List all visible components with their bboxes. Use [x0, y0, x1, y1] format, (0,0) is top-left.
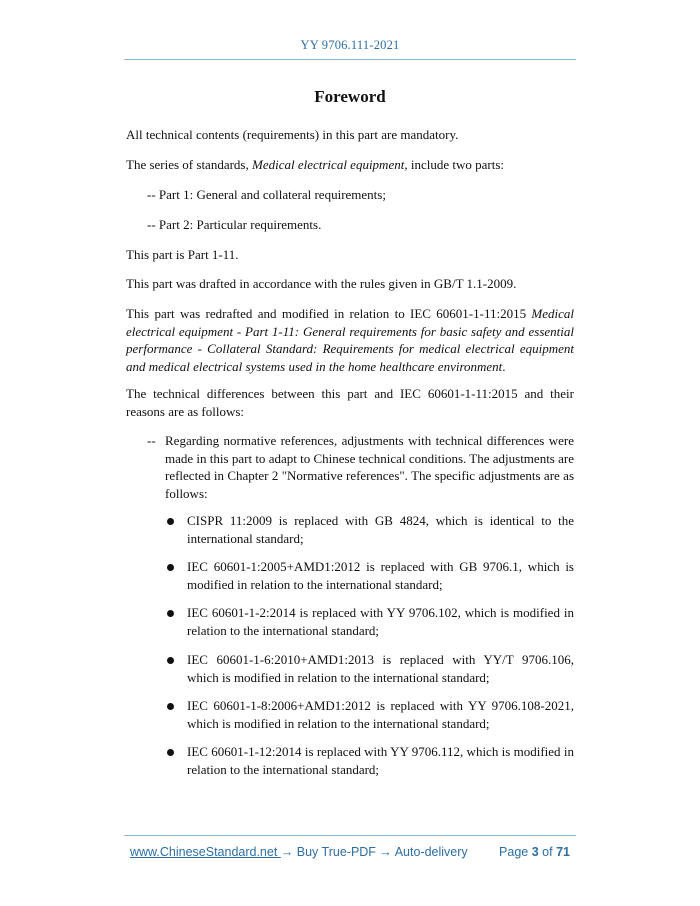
bullet-dot-icon — [167, 703, 174, 710]
difference-list-item — [147, 432, 574, 502]
bullet-text: IEC 60601-1-2:2014 is replaced with YY 9706.102, which is modified in relation to the international standard; — [187, 605, 574, 638]
bullet-dot-icon — [167, 610, 174, 617]
bullet-dot-icon — [167, 749, 174, 756]
paragraph-technical-differences: The technical differences between this part and IEC 60601-1-11:2015 and their reasons are as follows: — [126, 386, 574, 419]
footer-links — [130, 845, 468, 859]
bullet-text: IEC 60601-1-12:2014 is replaced with YY 9706.112, which is modified in relation to the international standard; — [187, 744, 574, 777]
series-text-pre: The series of standards, — [126, 157, 252, 172]
page-of: of — [542, 845, 553, 859]
bullet-item — [167, 697, 574, 732]
bullet-item — [167, 558, 574, 593]
part-1-item: -- Part 1: General and collateral requirements; — [147, 187, 386, 202]
series-text-post: , include two parts: — [404, 157, 504, 172]
page-total: 71 — [556, 845, 570, 859]
paragraph-part-number: This part is Part 1-11. — [126, 247, 239, 262]
page-title: Foreword — [314, 87, 386, 106]
paragraph-mandatory: All technical contents (requirements) in this part are mandatory. — [126, 127, 459, 142]
bullet-dot-icon — [167, 657, 174, 664]
iec-title-emphasis: Medical electrical equipment - Part 1-11: General requirements for basic safety and essential performance - Collateral Standard: Requirements for medical electrical equipment and medical electrical systems used in the home healthcare environment — [126, 306, 574, 374]
footer-tagline: → Buy True-PDF → Auto-delivery — [280, 845, 468, 859]
bullet-item — [167, 651, 574, 686]
page-indicator — [499, 845, 570, 859]
bullet-item — [167, 604, 574, 639]
paragraph-drafting-rules: This part was drafted in accordance with the rules given in GB/T 1.1-2009. — [126, 276, 517, 291]
header-divider — [124, 59, 576, 60]
bullet-dot-icon — [167, 518, 174, 525]
bullet-item — [167, 512, 574, 547]
page-current: 3 — [531, 845, 539, 859]
page-label: Page — [499, 845, 529, 859]
paragraph-redrafted — [126, 305, 574, 375]
bullet-text: IEC 60601-1-6:2010+AMD1:2013 is replaced with YY/T 9706.106, which is modified in relation to the international standard; — [187, 652, 574, 685]
paragraph-series — [126, 156, 574, 174]
bullet-text: IEC 60601-1-8:2006+AMD1:2012 is replaced with YY 9706.108-2021, which is modified in relation to the international standard; — [187, 698, 574, 731]
bullet-dot-icon — [167, 564, 174, 571]
bullet-text: CISPR 11:2009 is replaced with GB 4824, which is identical to the international standard; — [187, 513, 574, 546]
footer-divider — [124, 835, 576, 836]
bullet-text: IEC 60601-1:2005+AMD1:2012 is replaced with GB 9706.1, which is modified in relation to the international standard; — [187, 559, 574, 592]
page-footer — [130, 845, 570, 861]
redrafted-text-pre: This part was redrafted and modified in relation to IEC 60601-1-11:2015 — [126, 306, 532, 321]
chinesestandard-link[interactable]: www.ChineseStandard.net — [130, 845, 281, 859]
bullet-item — [167, 743, 574, 778]
series-title-emphasis: Medical electrical equipment — [252, 157, 405, 172]
part-2-item: -- Part 2: Particular requirements. — [147, 217, 322, 232]
dash-marker: -- — [147, 433, 156, 448]
difference-text: Regarding normative references, adjustments with technical differences were made in this part to adapt to Chinese technical conditions. The adjustments are reflected in Chapter 2 "Normative references". The specific adjustments are as follows: — [165, 433, 574, 501]
document-code-header: YY 9706.111-2021 — [300, 38, 400, 52]
redrafted-text-post: . — [502, 358, 506, 374]
